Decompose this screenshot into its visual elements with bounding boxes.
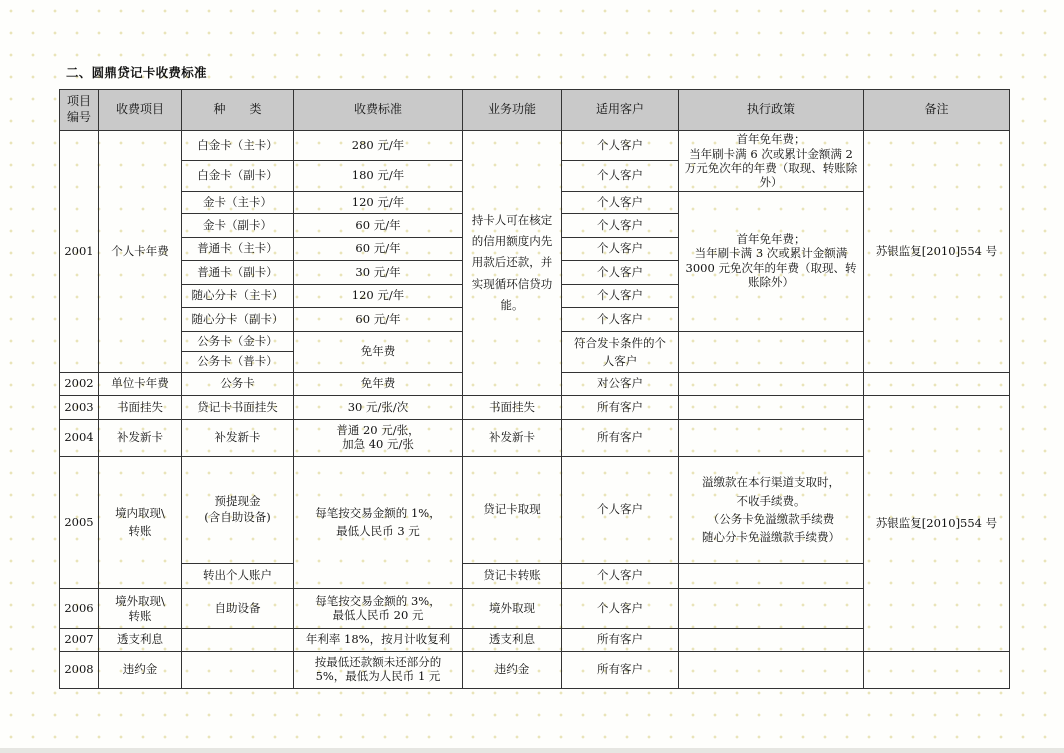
row-2001-type-3: 金卡（主卡） xyxy=(182,192,294,214)
row-2007-code: 2007 xyxy=(60,629,99,652)
table-row xyxy=(60,652,1010,689)
row-2005-customer-2: 个人客户 xyxy=(562,564,679,589)
row-2008-item: 违约金 xyxy=(99,652,182,689)
row-2007-policy xyxy=(679,629,864,652)
row-2001-type-7: 随心分卡（主卡） xyxy=(182,285,294,308)
row-2006-policy xyxy=(679,589,864,629)
header-customer: 适用客户 xyxy=(562,90,679,131)
row-2001-customer-8: 个人客户 xyxy=(562,308,679,332)
row-2007-standard: 年利率 18%，按月计收复利 xyxy=(294,629,463,652)
row-2001-function: 持卡人可在核定的信用额度内先用款后还款，并实现循环信贷功能。 xyxy=(463,131,562,396)
row-2004-policy xyxy=(679,420,864,457)
row-2002-remark xyxy=(864,373,1010,396)
row-2003-item: 书面挂失 xyxy=(99,396,182,420)
row-2001-standard-4: 60 元/年 xyxy=(294,214,463,238)
header-standard: 收费标准 xyxy=(294,90,463,131)
row-2005-function-2: 贷记卡转账 xyxy=(463,564,562,589)
row-2001-official-policy xyxy=(679,332,864,373)
row-2002-customer: 对公客户 xyxy=(562,373,679,396)
row-2001-code: 2001 xyxy=(60,131,99,373)
row-2001-type-5: 普通卡（主卡） xyxy=(182,238,294,261)
row-2005-policy-2 xyxy=(679,564,864,589)
row-2006-code: 2006 xyxy=(60,589,99,629)
row-2007-function: 透支利息 xyxy=(463,629,562,652)
table-header-row xyxy=(60,90,1010,131)
row-2005-item: 境内取现\ 转账 xyxy=(99,457,182,589)
row-2005-type-1: 预提现金 (含自助设备) xyxy=(182,457,294,564)
row-2005-standard: 每笔按交易金额的 1%， 最低人民币 3 元 xyxy=(294,457,463,589)
row-2002-type: 公务卡 xyxy=(182,373,294,396)
row-2001-policy-2: 首年免年费； 当年刷卡满 3 次或累计金额满 3000 元免次年的年费（取现、转账除外） xyxy=(679,192,864,332)
row-2005-customer-1: 个人客户 xyxy=(562,457,679,564)
row-2001-standard-3: 120 元/年 xyxy=(294,192,463,214)
row-2001-customer-6: 个人客户 xyxy=(562,261,679,285)
row-2006-type: 自助设备 xyxy=(182,589,294,629)
row-2007-type xyxy=(182,629,294,652)
row-2004-function: 补发新卡 xyxy=(463,420,562,457)
header-item: 收费项目 xyxy=(99,90,182,131)
row-2001-item: 个人卡年费 xyxy=(99,131,182,373)
row-2001-type-1: 白金卡（主卡） xyxy=(182,131,294,161)
row-2002-standard: 免年费 xyxy=(294,373,463,396)
row-2001-customer-5: 个人客户 xyxy=(562,238,679,261)
row-2001-official-standard: 免年费 xyxy=(294,332,463,373)
row-2006-standard: 每笔按交易金额的 3%， 最低人民币 20 元 xyxy=(294,589,463,629)
header-function: 业务功能 xyxy=(463,90,562,131)
row-2001-standard-2: 180 元/年 xyxy=(294,161,463,192)
row-2001-customer-7: 个人客户 xyxy=(562,285,679,308)
row-2003-policy xyxy=(679,396,864,420)
row-2001-type-2: 白金卡（副卡） xyxy=(182,161,294,192)
row-2001-remark: 苏银监复[2010]554 号 xyxy=(864,131,1010,373)
row-2008-function: 违约金 xyxy=(463,652,562,689)
row-2004-item: 补发新卡 xyxy=(99,420,182,457)
row-2008-customer: 所有客户 xyxy=(562,652,679,689)
row-2003-customer: 所有客户 xyxy=(562,396,679,420)
row-2004-code: 2004 xyxy=(60,420,99,457)
row-2001-standard-1: 280 元/年 xyxy=(294,131,463,161)
row-2001-customer-3: 个人客户 xyxy=(562,192,679,214)
row-2006-customer: 个人客户 xyxy=(562,589,679,629)
header-type: 种 类 xyxy=(182,90,294,131)
row-2004-standard: 普通 20 元/张， 加急 40 元/张 xyxy=(294,420,463,457)
row-2001-customer-4: 个人客户 xyxy=(562,214,679,238)
row-2005-type-2: 转出个人账户 xyxy=(182,564,294,589)
table-row xyxy=(60,131,1010,161)
row-2005-remark: 苏银监复[2010]554 号 xyxy=(864,396,1010,652)
row-2003-type: 贷记卡书面挂失 xyxy=(182,396,294,420)
row-2001-official-customer: 符合发卡条件的个人客户 xyxy=(562,332,679,373)
fee-table xyxy=(59,89,1010,689)
row-2001-standard-7: 120 元/年 xyxy=(294,285,463,308)
row-2008-type xyxy=(182,652,294,689)
row-2003-function: 书面挂失 xyxy=(463,396,562,420)
row-2007-item: 透支利息 xyxy=(99,629,182,652)
row-2002-policy xyxy=(679,373,864,396)
row-2008-code: 2008 xyxy=(60,652,99,689)
row-2002-code: 2002 xyxy=(60,373,99,396)
row-2001-type-4: 金卡（副卡） xyxy=(182,214,294,238)
page-bottom-edge xyxy=(0,748,1064,753)
header-remark: 备注 xyxy=(864,90,1010,131)
row-2001-type-8: 随心分卡（副卡） xyxy=(182,308,294,332)
row-2008-remark xyxy=(864,652,1010,689)
row-2001-type-6: 普通卡（副卡） xyxy=(182,261,294,285)
row-2007-customer: 所有客户 xyxy=(562,629,679,652)
row-2001-type-10: 公务卡（普卡） xyxy=(182,352,294,373)
row-2003-standard: 30 元/张/次 xyxy=(294,396,463,420)
row-2001-customer-1: 个人客户 xyxy=(562,131,679,161)
row-2001-standard-8: 60 元/年 xyxy=(294,308,463,332)
row-2004-type: 补发新卡 xyxy=(182,420,294,457)
row-2008-policy xyxy=(679,652,864,689)
row-2006-function: 境外取现 xyxy=(463,589,562,629)
section-title: 二、圆鼎贷记卡收费标准 xyxy=(66,65,207,80)
row-2001-customer-2: 个人客户 xyxy=(562,161,679,192)
row-2001-standard-6: 30 元/年 xyxy=(294,261,463,285)
row-2001-policy-1: 首年免年费； 当年刷卡满 6 次或累计金额满 2 万元免次年的年费（取现、转账除外） xyxy=(679,131,864,192)
row-2005-code: 2005 xyxy=(60,457,99,589)
row-2004-customer: 所有客户 xyxy=(562,420,679,457)
row-2008-standard: 按最低还款额未还部分的 5%，最低为人民币 1 元 xyxy=(294,652,463,689)
row-2006-item: 境外取现\ 转账 xyxy=(99,589,182,629)
row-2005-policy: 溢缴款在本行渠道支取时， 不收手续费。 （公务卡免溢缴款手续费 随心分卡免溢缴款手续费） xyxy=(679,457,864,564)
row-2005-function-1: 贷记卡取现 xyxy=(463,457,562,564)
header-policy: 执行政策 xyxy=(679,90,864,131)
table-row xyxy=(60,396,1010,420)
row-2001-type-9: 公务卡（金卡） xyxy=(182,332,294,352)
row-2003-code: 2003 xyxy=(60,396,99,420)
row-2002-item: 单位卡年费 xyxy=(99,373,182,396)
header-code: 项目 编号 xyxy=(60,90,99,131)
row-2001-standard-5: 60 元/年 xyxy=(294,238,463,261)
